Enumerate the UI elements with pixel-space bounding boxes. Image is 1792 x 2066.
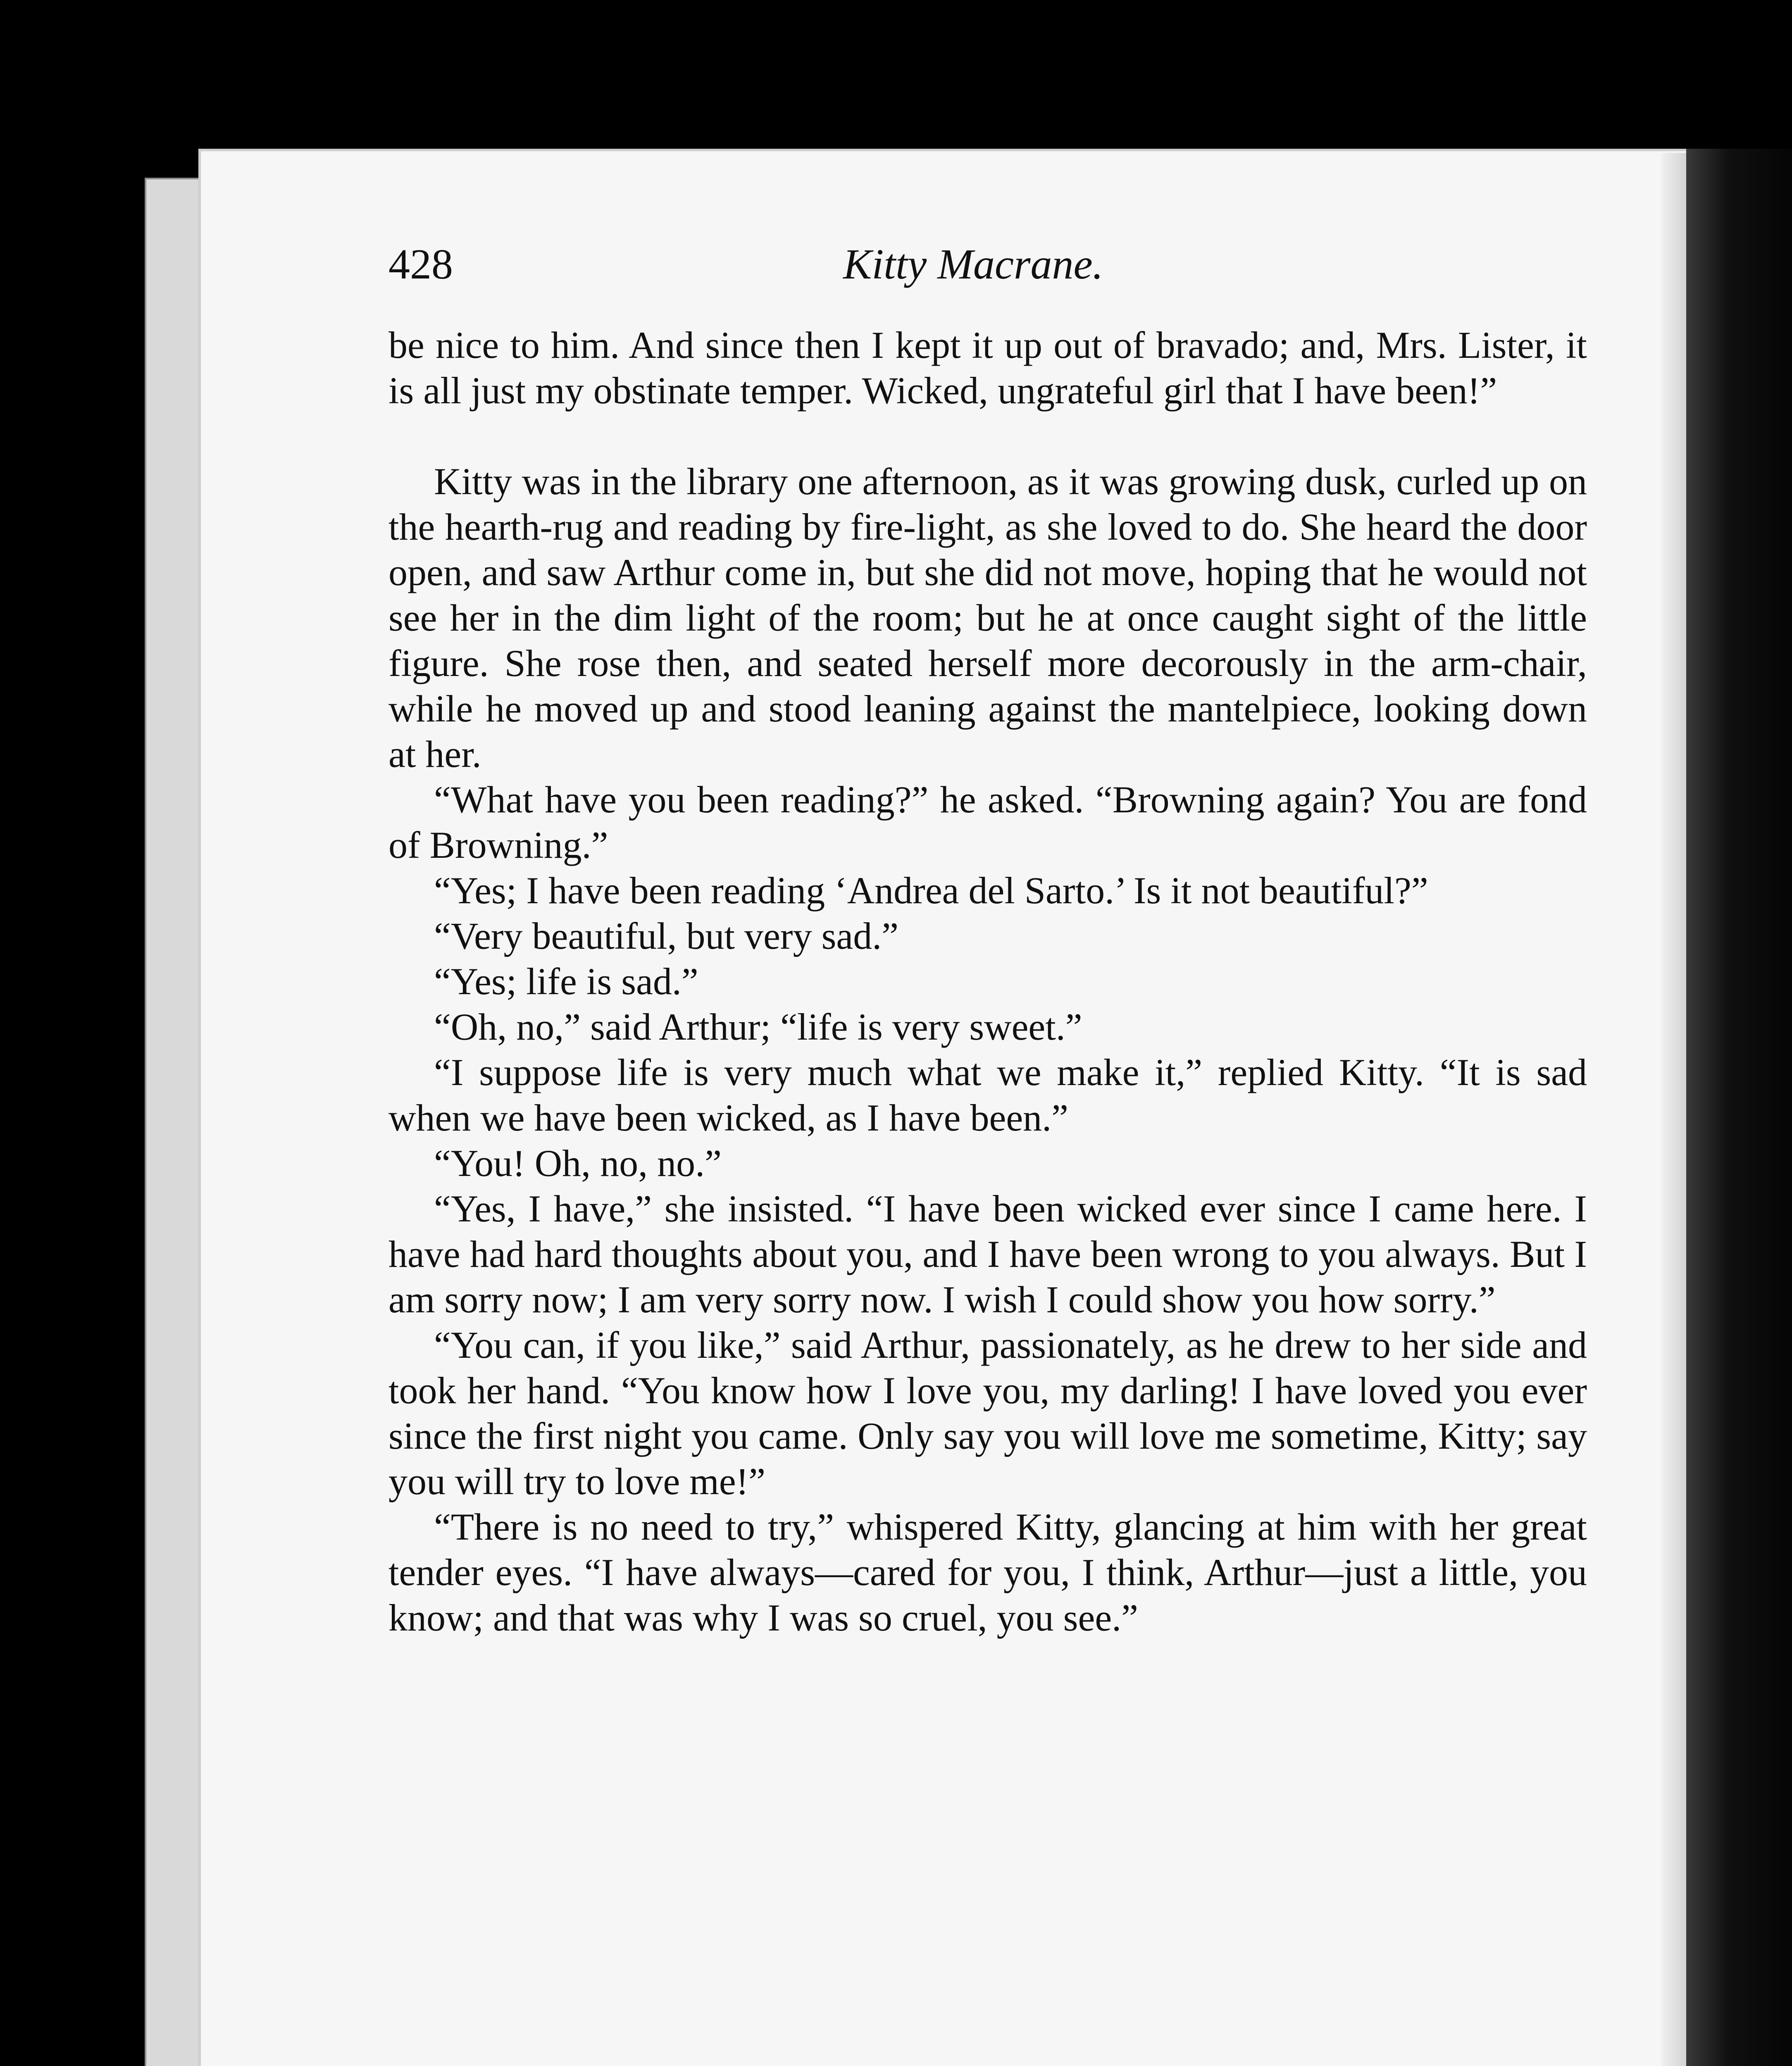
running-title: Kitty Macrane. — [843, 240, 1103, 288]
paragraph: Kitty was in the library one afternoon, as it was growing dusk, curled up on the hearth-rug and reading by fire-light, as she loved to do. She heard the door open, and saw Arthur come in, but she did not move, hoping that he would not see her in the dim light of the room; but he at once caught sight of the little figure. She rose then, and seated herself more decorously in the arm-chair, while he moved up and stood leaning against the mantelpiece, looking down at her. — [388, 460, 1587, 775]
paragraph: “Yes, I have,” she insisted. “I have been wicked ever since I came here. I have had hard thoughts about you, and I have been wrong to you always. But I am sorry now; I am very sorry now. I wish I could show you how sorry.” — [388, 1188, 1587, 1321]
paragraph: “I suppose life is very much what we make it,” replied Kitty. “It is sad when we have been wicked, as I have been.” — [388, 1051, 1587, 1139]
paragraph: “Yes; life is sad.” — [434, 960, 698, 1002]
book-gutter — [1686, 149, 1792, 2066]
paragraph: “There is no need to try,” whispered Kitty, glancing at him with her great tender eyes. “I have always—cared for you, I think, Arthur—just a little, you know; and that was why I was so cruel, you see.” — [388, 1506, 1587, 1639]
paragraph: “Yes; I have been reading ‘Andrea del Sarto.’ Is it not beautiful?” — [434, 869, 1428, 912]
paragraph: “Oh, no,” said Arthur; “life is very sweet.” — [434, 1006, 1082, 1048]
body-text — [388, 322, 1587, 1640]
page-header — [388, 231, 1628, 298]
paragraph: “Very beautiful, but very sad.” — [434, 915, 899, 957]
paragraph: “You can, if you like,” said Arthur, passionately, as he drew to her side and took her hand. “You know how I love you, my darling! I have loved you ever since the first night you came. Only say you will love me sometime, Kitty; say you will try to love me!” — [388, 1324, 1587, 1502]
page-number: 428 — [388, 240, 453, 288]
paragraph: “What have you been reading?” he asked. “Browning again? You are fond of Browning.” — [388, 778, 1587, 866]
paragraph: “You! Oh, no, no.” — [434, 1142, 722, 1184]
paragraph: be nice to him. And since then I kept it up out of bravado; and, Mrs. Lister, it is all just my obstinate temper. Wicked, ungrateful girl that I have been!” — [388, 324, 1587, 412]
